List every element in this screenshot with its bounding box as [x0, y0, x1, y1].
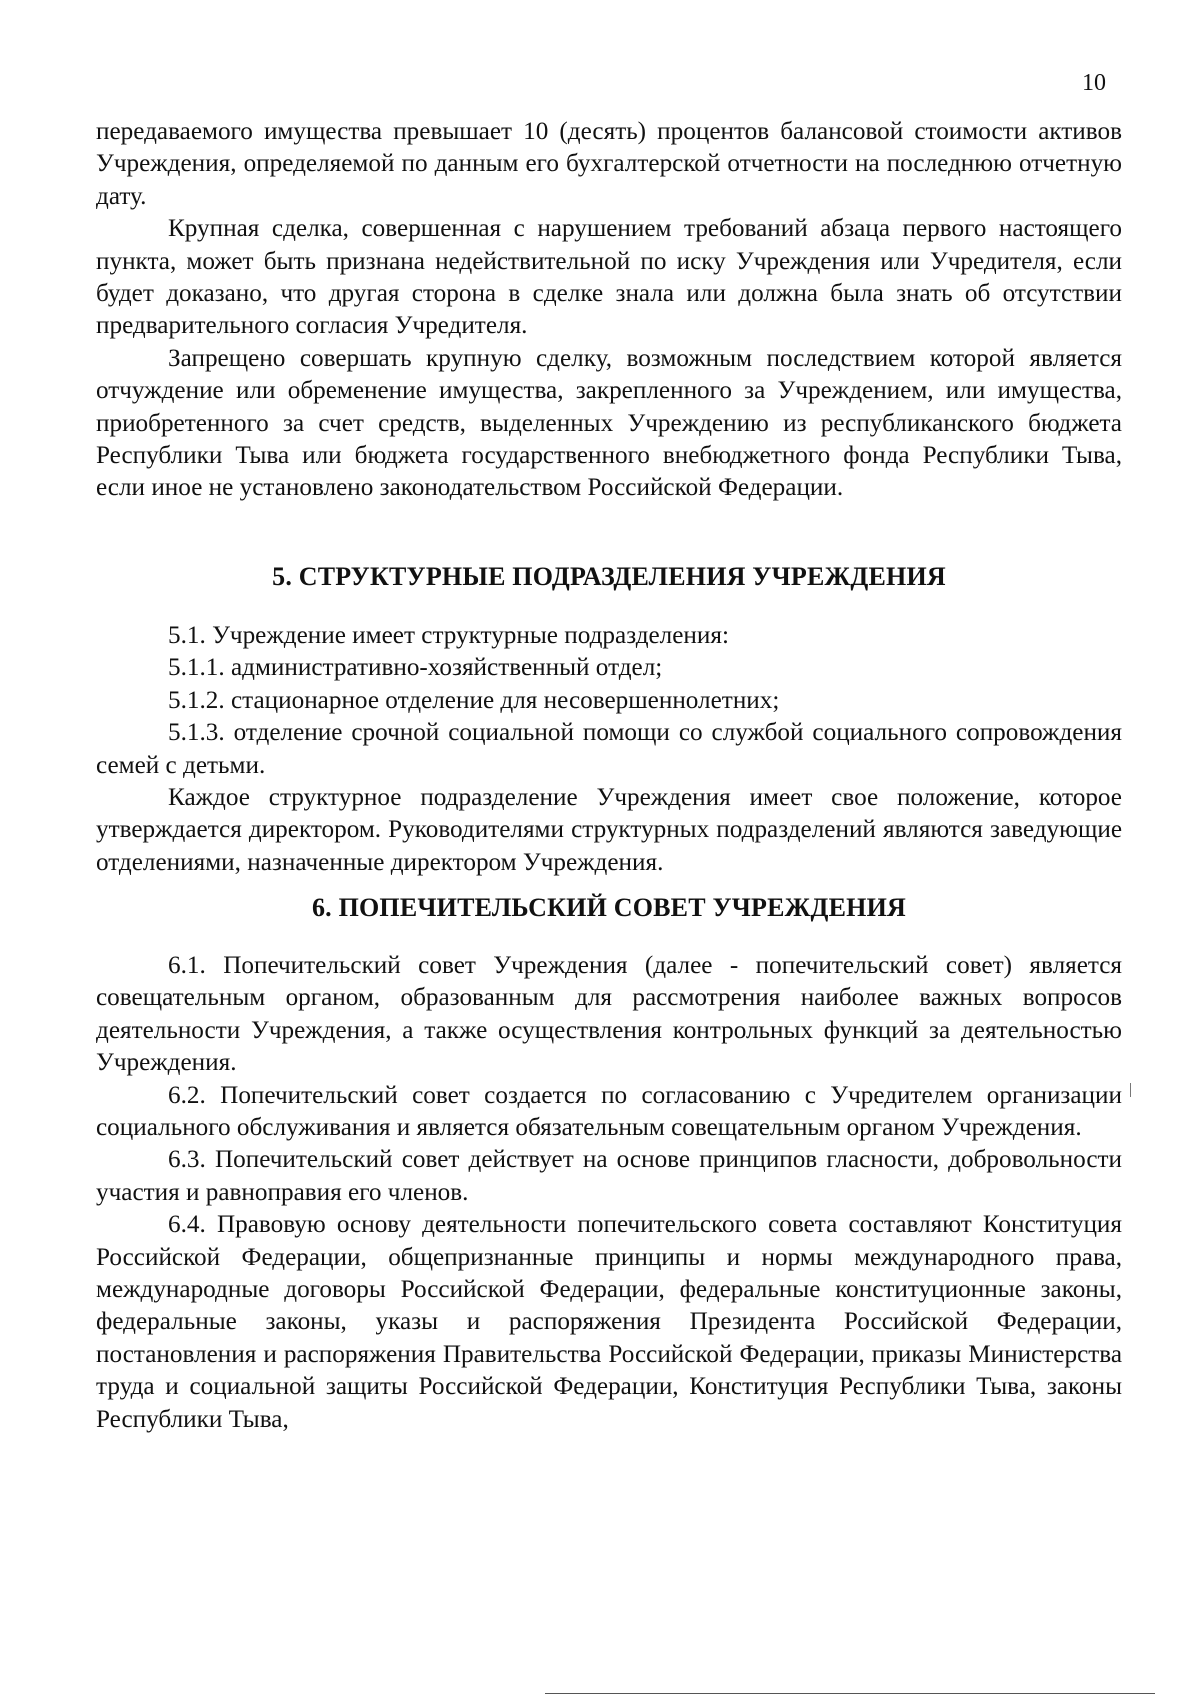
paragraph-6-2: 6.2. Попечительский совет создается по согласованию с Учредителем организации социального обслуживания и является обязательным совещательным органом Учреждения.	[96, 1081, 1122, 1142]
top-text-block	[96, 116, 1122, 505]
paragraph-6-3: 6.3. Попечительский совет действует на основе принципов гласности, добровольности участия и равноправия его членов.	[96, 1146, 1122, 1206]
paragraph-structural-units: Каждое структурное подразделение Учреждения имеет свое положение, которое утверждается директором. Руководителями структурных подразделений являются заведующие отделениями, назначенные директором Учреждения.	[96, 784, 1122, 876]
section-5-block	[96, 620, 1122, 879]
paragraph-major-deal: Крупная сделка, совершенная с нарушением требований абзаца первого настоящего пункта, может быть признана недействительной по иску Учреждения или Учредителя, если будет доказано, что другая сторона в сделке знала или должна была знать об отсутствии предварительного согласия Учредителя.	[96, 215, 1122, 340]
section-5-heading: 5. СТРУКТУРНЫЕ ПОДРАЗДЕЛЕНИЯ УЧРЕЖДЕНИЯ	[272, 562, 946, 591]
list-item-5-1-3: 5.1.3. отделение срочной социальной помощи со службой социального сопровождения семей с детьми.	[96, 719, 1122, 779]
paragraph-continuation: передаваемого имущества превышает 10 (десять) процентов балансовой стоимости активов Учреждения, определяемой по данным его бухгалтерской отчетности на последнюю отчетную дату.	[96, 118, 1122, 210]
paragraph-6-4: 6.4. Правовую основу деятельности попечительского совета составляют Конституция Российской Федерации, общепризнанные принципы и нормы международного права, международные договоры Российской Федерации, федеральные конституционные законы, федеральные законы, указы и распоряжения Президента Российской Федерации, постановления и распоряжения Правительства Российской Федерации, приказы Министерства труда и социальной защиты Российской Федерации, Конституция Республики Тыва, законы Республики Тыва,	[96, 1211, 1122, 1433]
list-item-5-1: 5.1. Учреждение имеет структурные подразделения:	[168, 622, 729, 649]
paragraph-6-1: 6.1. Попечительский совет Учреждения (далее - попечительский совет) является совещательным органом, образованным для рассмотрения наиболее важных вопросов деятельности Учреждения, а также осуществления контрольных функций за деятельностью Учреждения.	[96, 952, 1122, 1077]
page-number: 10	[1082, 70, 1106, 96]
section-6-heading: 6. ПОПЕЧИТЕЛЬСКИЙ СОВЕТ УЧРЕЖДЕНИЯ	[311, 893, 907, 922]
bottom-rule	[545, 1693, 1155, 1694]
list-item-5-1-2: 5.1.2. стационарное отделение для несовершеннолетних;	[168, 686, 780, 714]
section-6-block	[96, 950, 1122, 1436]
list-item-5-1-1: 5.1.1. административно-хозяйственный отдел;	[168, 654, 663, 682]
paragraph-prohibition: Запрещено совершать крупную сделку, возможным последствием которой является отчуждение или обременение имущества, закрепленного за Учреждением, или имущества, приобретенного за счет средств, выделенных Учреждению из республиканского бюджета Республики Тыва или бюджета государственного внебюджетного фонда Республики Тыва, если иное не установлено законодательством Российской Федерации.	[96, 344, 1122, 502]
scan-margin-mark	[1130, 1083, 1131, 1097]
